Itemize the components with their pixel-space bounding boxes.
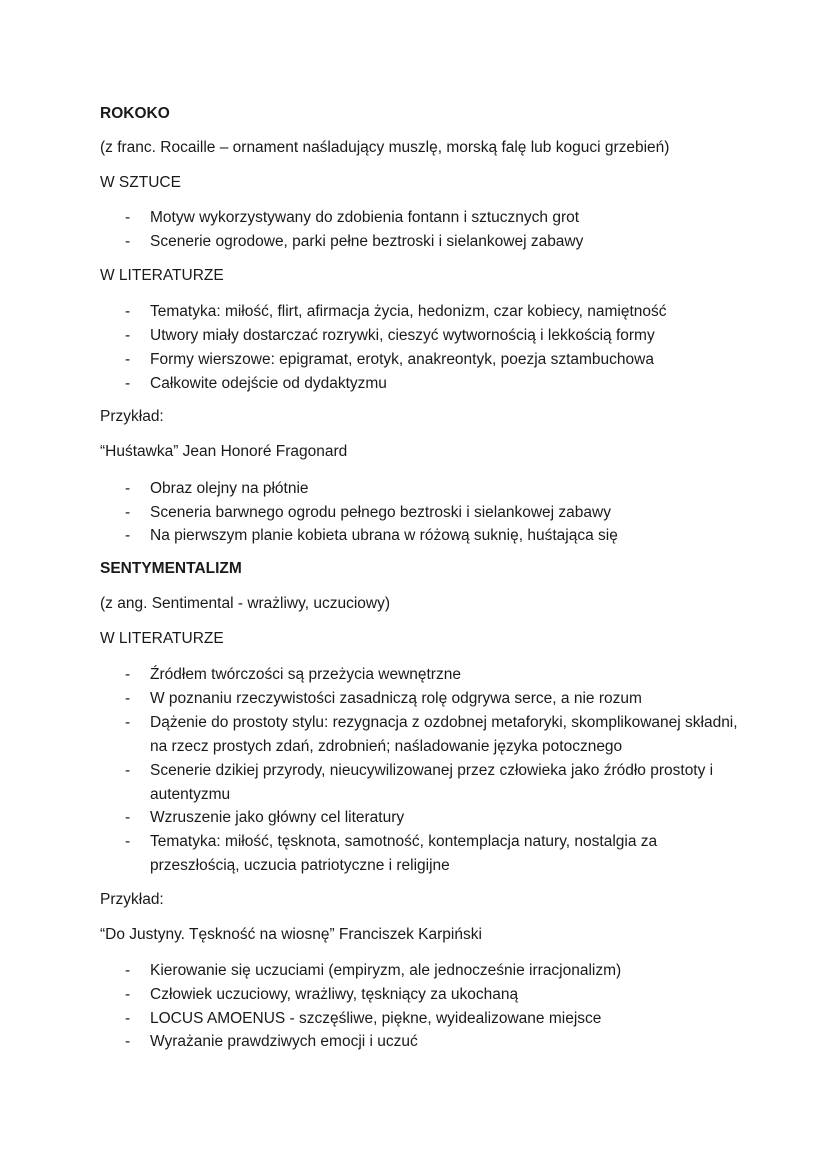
list-item-text: Tematyka: miłość, tęsknota, samotność, kontemplacja natury, nostalgia za przeszłością, uczucia patriotyczne i religijne <box>150 833 658 874</box>
sentymentalizm-example-label: Przykład: <box>100 891 164 908</box>
rokoko-art-heading: W SZTUCE <box>100 174 181 191</box>
list-item-text: Człowiek uczuciowy, wrażliwy, tęskniący za ukochaną <box>150 986 519 1003</box>
list-item-text: Motyw wykorzystywany do zdobienia fontann i sztucznych grot <box>150 209 580 226</box>
list-item-text: Dążenie do prostoty stylu: rezygnacja z ozdobnej metaforyki, skomplikowanej składni, na rzecz prostych zdań, zdrobnień; naśladowanie języka potocznego <box>150 714 738 755</box>
list-item-text: Formy wierszowe: epigramat, erotyk, anakreontyk, poezja sztambuchowa <box>150 351 654 368</box>
sentymentalizm-heading: SENTYMENTALIZM <box>100 560 242 577</box>
bullet-dash: - <box>125 527 131 544</box>
sentymentalizm-example-title: “Do Justyny. Tęskność na wiosnę” Franciszek Karpiński <box>100 926 482 943</box>
list-item-text: Tematyka: miłość, flirt, afirmacja życia, hedonizm, czar kobiecy, namiętność <box>150 303 667 320</box>
list-item-text: LOCUS AMOENUS - szczęśliwe, piękne, wyidealizowane miejsce <box>150 1010 602 1027</box>
bullet-dash: - <box>125 714 131 731</box>
bullet-dash: - <box>125 833 131 850</box>
bullet-dash: - <box>125 209 131 226</box>
list-item-text: Źródłem twórczości są przeżycia wewnętrzne <box>150 666 461 683</box>
list-item-text: Wyrażanie prawdziwych emocji i uczuć <box>150 1033 418 1050</box>
list-item-text: Utwory miały dostarczać rozrywki, cieszyć wytwornością i lekkością formy <box>150 327 655 344</box>
bullet-dash: - <box>125 690 131 707</box>
sentymentalizm-origin: (z ang. Sentimental - wrażliwy, uczuciowy) <box>100 595 390 612</box>
list-item-text: Całkowite odejście od dydaktyzmu <box>150 375 387 392</box>
rokoko-heading: ROKOKO <box>100 105 170 122</box>
rokoko-literature-heading: W LITERATURZE <box>100 267 224 284</box>
bullet-dash: - <box>125 986 131 1003</box>
bullet-dash: - <box>125 1010 131 1027</box>
sentymentalizm-literature-heading: W LITERATURZE <box>100 630 224 647</box>
rokoko-example-title: “Huśtawka” Jean Honoré Fragonard <box>100 443 348 460</box>
bullet-dash: - <box>125 1033 131 1050</box>
list-item-text: Wzruszenie jako główny cel literatury <box>150 809 405 826</box>
bullet-dash: - <box>125 327 131 344</box>
bullet-dash: - <box>125 303 131 320</box>
bullet-dash: - <box>125 480 131 497</box>
list-item-text: Obraz olejny na płótnie <box>150 480 309 497</box>
rokoko-origin: (z franc. Rocaille – ornament naśladujący muszlę, morską falę lub koguci grzebień) <box>100 139 670 156</box>
list-item-text: Scenerie dzikiej przyrody, nieucywilizowanej przez człowieka jako źródło prostoty i autentyzmu <box>150 762 714 803</box>
bullet-dash: - <box>125 962 131 979</box>
bullet-dash: - <box>125 233 131 250</box>
list-item-text: Na pierwszym planie kobieta ubrana w różową suknię, huśtająca się <box>150 527 618 544</box>
bullet-dash: - <box>125 666 131 683</box>
list-item-text: Kierowanie się uczuciami (empiryzm, ale jednocześnie irracjonalizm) <box>150 962 622 979</box>
bullet-dash: - <box>125 809 131 826</box>
rokoko-example-label: Przykład: <box>100 408 164 425</box>
bullet-dash: - <box>125 762 131 779</box>
bullet-dash: - <box>125 504 131 521</box>
list-item-text: Sceneria barwnego ogrodu pełnego beztroski i sielankowej zabawy <box>150 504 611 521</box>
list-item-text: Scenerie ogrodowe, parki pełne beztroski i sielankowej zabawy <box>150 233 584 250</box>
bullet-dash: - <box>125 351 131 368</box>
bullet-dash: - <box>125 375 131 392</box>
list-item-text: W poznaniu rzeczywistości zasadniczą rolę odgrywa serce, a nie rozum <box>150 690 642 707</box>
